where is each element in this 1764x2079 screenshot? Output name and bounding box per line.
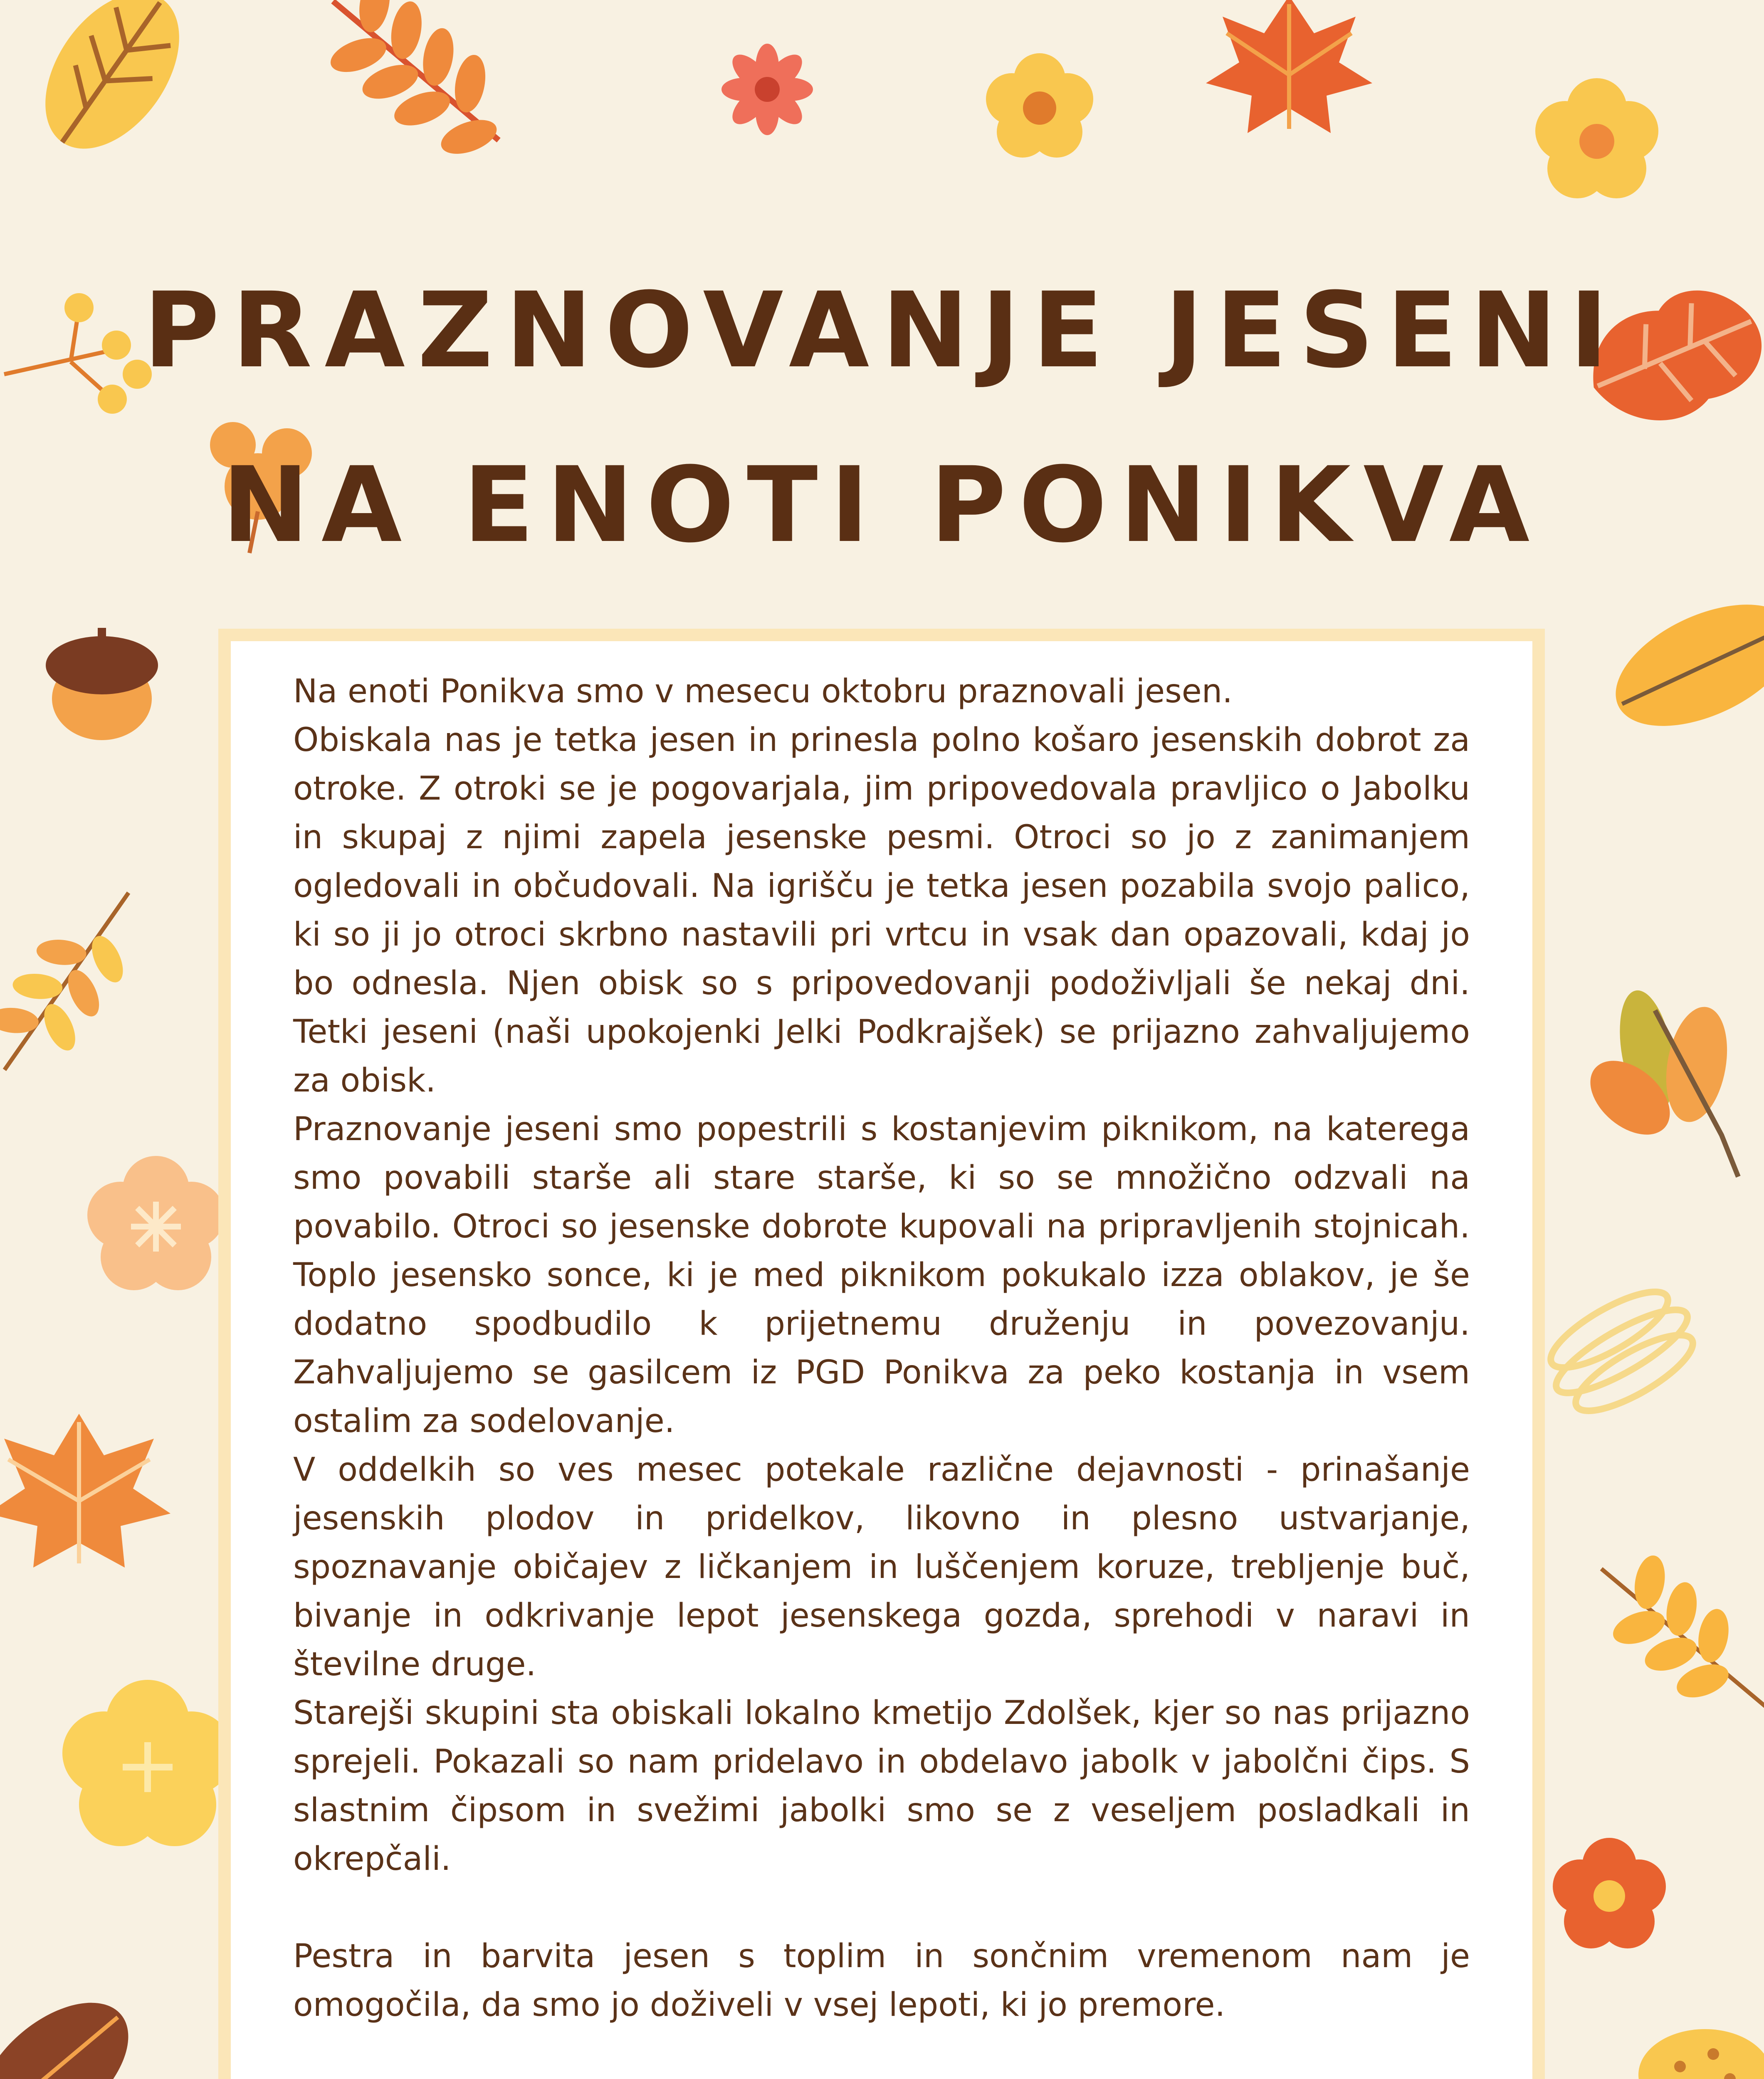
flower-icon xyxy=(721,44,813,135)
flower-icon xyxy=(986,53,1093,158)
acorn-icon xyxy=(46,628,158,740)
maple-leaf-icon xyxy=(1206,0,1372,133)
leaf-branch-icon xyxy=(1568,1529,1764,1747)
fern-icon xyxy=(1534,1274,1710,1429)
article-paragraph: Na enoti Ponikva smo v mesecu oktobru praznovali jesen. xyxy=(293,673,1233,710)
article-paragraph: Obiskala nas je tetka jesen in prinesla polno košaro jesenskih dobrot za otroke. Z otroki se je pogovarjala, jim pripovedovala pravljico o Jabolku in skupaj z njimi zapela jesenske pesmi. Otroci so jo z zanimanjem ogledovali in občudovali. Na igrišču je tetka jesen pozabila svojo palico, ki so ji jo otroci skrbno nastavili pri vrtcu in vsak dan opazovali, kdaj jo bo odnesla. Njen obisk so s pripovedovanji podoživljali še nekaj dni. Tetki jeseni (naši upokojenki Jelki Podkrajšek) se prijazno zahvaljujemo za obisk. xyxy=(293,721,1470,1099)
article-paragraph: Praznovanje jeseni smo popestrili s kostanjevim piknikom, na katerega smo povabili starše ali stare starše, ki so se množično odzvali na povabilo. Otroci so jesenske dobrote kupovali na pripravljenih stojnicah. Toplo jesensko sonce, ki je med piknikom pokukalo izza oblakov, je še dodatno spodbudilo k prijetnemu druženju in povezovanju. Zahvaljujemo se gasilcem iz PGD Ponikva za peko kostanja in vsem ostalim za sodelovanje. xyxy=(293,1111,1470,1440)
article-paragraph: V oddelkih so ves mesec potekale različne dejavnosti - prinašanje jesenskih plodov in pridelkov, likovno in plesno ustvarjanje, spoznavanje običajev z ličkanjem in luščenjem koruze, trebljenje buč, bivanje in odkrivanje lepot jesenskega gozda, sprehodi v naravi in številne druge. xyxy=(293,1451,1470,1683)
spacer xyxy=(293,1884,1470,1932)
leaf-branch-icon xyxy=(0,865,168,1098)
flower-icon xyxy=(1535,78,1658,198)
maple-leaf-icon xyxy=(0,1414,170,1568)
flower-icon xyxy=(87,1156,225,1290)
leaf-icon xyxy=(0,1976,153,2079)
article-body xyxy=(293,667,1470,2079)
mushroom-icon xyxy=(1638,2029,1764,2079)
leaf-icon xyxy=(1597,580,1764,751)
page-title-line-1: PRAZNOVANJE JESENI xyxy=(143,270,1621,391)
article-paragraph: Starejši skupini sta obiskali lokalno kmetijo Zdolšek, kjer so nas prijazno sprejeli. Pokazali so nam pridelavo in obdelavo jabolk v jabolčni čips. S slastnim čipsom in svežimi jabolki smo se z veseljem posladkali in okrepčali. xyxy=(293,1694,1470,1878)
leaf-icon xyxy=(18,0,207,173)
leaf-cluster-icon xyxy=(1576,986,1738,1177)
page-title-line-2: NA ENOTI PONIKVA xyxy=(222,444,1542,565)
leaf-branch-icon xyxy=(296,0,537,185)
flower-icon xyxy=(1553,1838,1666,1948)
article-paragraph: Pestra in barvita jesen s toplim in sončnim vremenom nam je omogočila, da smo jo doživeli v vsej lepoti, ki jo premore. xyxy=(293,1938,1470,2024)
flower-icon xyxy=(62,1680,233,1846)
spacer xyxy=(293,2030,1470,2079)
